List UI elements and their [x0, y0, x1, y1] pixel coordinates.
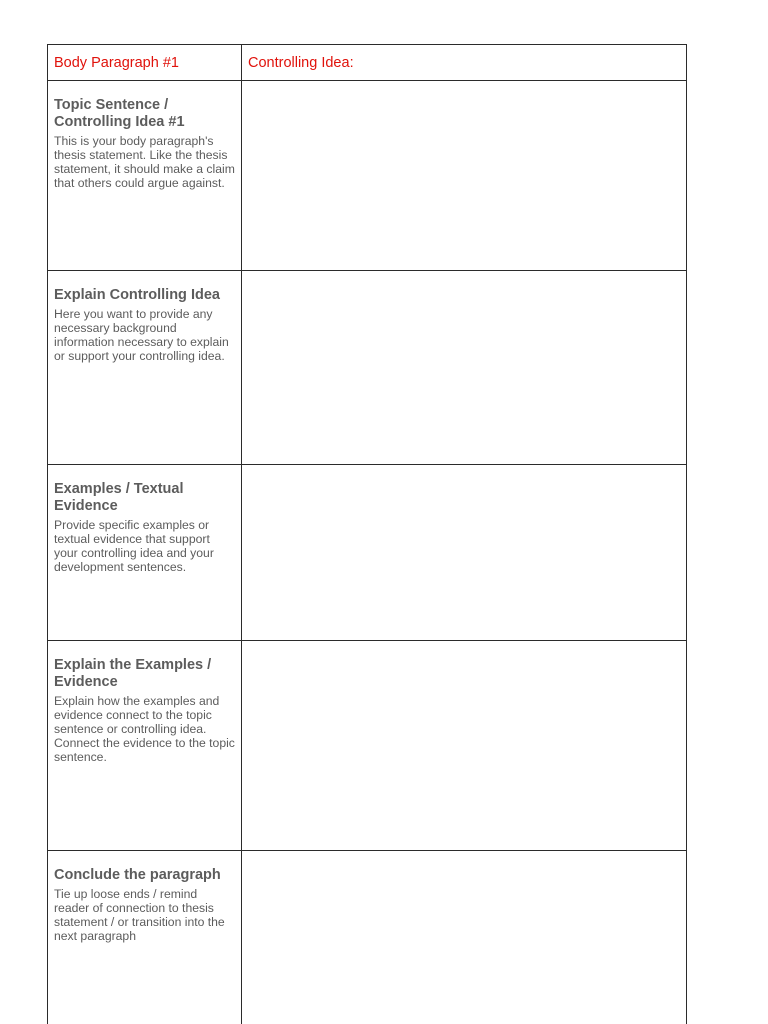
answer-cell-explain-examples[interactable]: [242, 641, 687, 851]
section-title: Explain Controlling Idea: [54, 287, 220, 303]
section-description: Provide specific examples or textual evidence that support your controlling idea and your development sentences.: [54, 518, 214, 574]
table-row: [48, 851, 687, 1024]
answer-cell-topic-sentence[interactable]: [242, 81, 687, 271]
answer-cell-conclusion[interactable]: [242, 851, 687, 1024]
answer-cell-explain-controlling-idea[interactable]: [242, 271, 687, 465]
section-label-cell: [48, 465, 242, 641]
section-description: Tie up loose ends / remind reader of connection to thesis statement / or transition into the next paragraph: [54, 887, 225, 943]
section-label-cell: [48, 81, 242, 271]
section-label-cell: [48, 641, 242, 851]
answer-cell-examples[interactable]: [242, 465, 687, 641]
section-description: Here you want to provide any necessary background information necessary to explain or support your controlling idea.: [54, 307, 229, 363]
body-paragraph-label: Body Paragraph #1: [48, 45, 242, 81]
table-row: [48, 641, 687, 851]
table-row: [48, 81, 687, 271]
section-title: Conclude the paragraph: [54, 867, 221, 883]
section-description: This is your body paragraph's thesis statement. Like the thesis statement, it should make a claim that others could argue against.: [54, 134, 235, 190]
body-paragraph-organizer-table: [47, 44, 687, 1024]
controlling-idea-label[interactable]: Controlling Idea:: [242, 45, 687, 81]
section-label-cell: [48, 851, 242, 1024]
section-description: Explain how the examples and evidence connect to the topic sentence or controlling idea. Connect the evidence to the topic sentence.: [54, 694, 235, 764]
section-title: Explain the Examples / Evidence: [54, 657, 212, 690]
table-row: [48, 271, 687, 465]
table-row: [48, 465, 687, 641]
section-title: Topic Sentence / Controlling Idea #1: [54, 97, 185, 130]
header-row: [48, 45, 687, 81]
section-title: Examples / Textual Evidence: [54, 481, 184, 514]
section-label-cell: [48, 271, 242, 465]
